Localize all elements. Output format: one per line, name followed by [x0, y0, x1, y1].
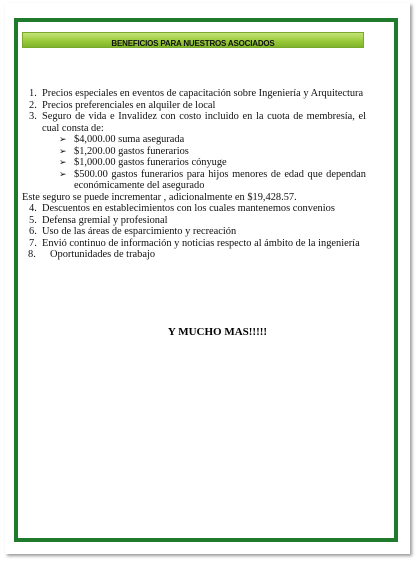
item-number: 2.	[29, 99, 37, 111]
list-item	[22, 111, 366, 134]
item-number: 6.	[29, 226, 37, 237]
benefits-list-continued	[22, 203, 366, 261]
list-item	[22, 238, 366, 250]
item-text: Defensa gremial y profesional	[42, 214, 168, 226]
arrow-bullet-icon: ➢	[59, 168, 67, 179]
sublist-item	[58, 146, 366, 158]
benefits-content	[22, 88, 366, 261]
item-number: 4.	[29, 203, 37, 214]
item-text: Envió continuo de información y noticias respecto al ámbito de la ingeniería	[42, 237, 360, 249]
arrow-bullet-icon: ➢	[59, 145, 67, 156]
item-number: 3.	[29, 111, 37, 122]
item-number: 8.	[28, 249, 36, 260]
sublist-item	[58, 157, 366, 169]
sublist-text: $4,000.00 suma asegurada	[74, 134, 185, 145]
list-item	[22, 226, 366, 238]
insurance-note: Este seguro se puede incrementar , adicionalmente en $19,428.57.	[22, 191, 297, 203]
sublist-text: $500.00 gastos funerarios para hijos menores de edad que dependan económicamente del asegurado	[74, 168, 366, 191]
list-item	[22, 203, 366, 215]
list-item	[22, 215, 366, 227]
sublist-text: $1,200.00 gastos funerarios	[74, 145, 189, 157]
item-number: 5.	[29, 214, 37, 226]
list-item	[22, 249, 366, 261]
item-text: Descuentos en establecimientos con los cuales mantenemos convenios	[42, 203, 335, 214]
insurance-sublist	[22, 134, 366, 192]
arrow-bullet-icon: ➢	[59, 157, 67, 167]
sublist-item	[58, 169, 366, 192]
item-text: Precios preferenciales en alquiler de local	[42, 99, 216, 111]
document-page	[5, 3, 410, 554]
sublist-item	[58, 134, 366, 146]
title-banner	[22, 32, 364, 48]
item-text: Seguro de vida e Invalidez con costo incluido en la cuota de membresía, el cual consta de:	[42, 111, 366, 134]
benefits-list	[22, 88, 366, 134]
closing-statement: Y MUCHO MAS!!!!!	[167, 326, 268, 338]
item-text: Oportunidades de trabajo	[50, 249, 156, 260]
item-number: 7.	[29, 237, 37, 249]
list-item	[22, 100, 366, 112]
item-text: Uso de las áreas de esparcimiento y recreación	[42, 226, 237, 237]
item-number: 1.	[29, 88, 37, 99]
sublist-text: $1,000.00 gastos funerarios cónyuge	[74, 157, 227, 168]
banner-title: BENEFICIOS PARA NUESTROS ASOCIADOS	[111, 39, 275, 48]
item-text: Precios especiales en eventos de capacitación sobre Ingeniería y Arquitectura	[42, 88, 364, 99]
list-item	[22, 88, 366, 100]
arrow-bullet-icon: ➢	[59, 134, 67, 144]
